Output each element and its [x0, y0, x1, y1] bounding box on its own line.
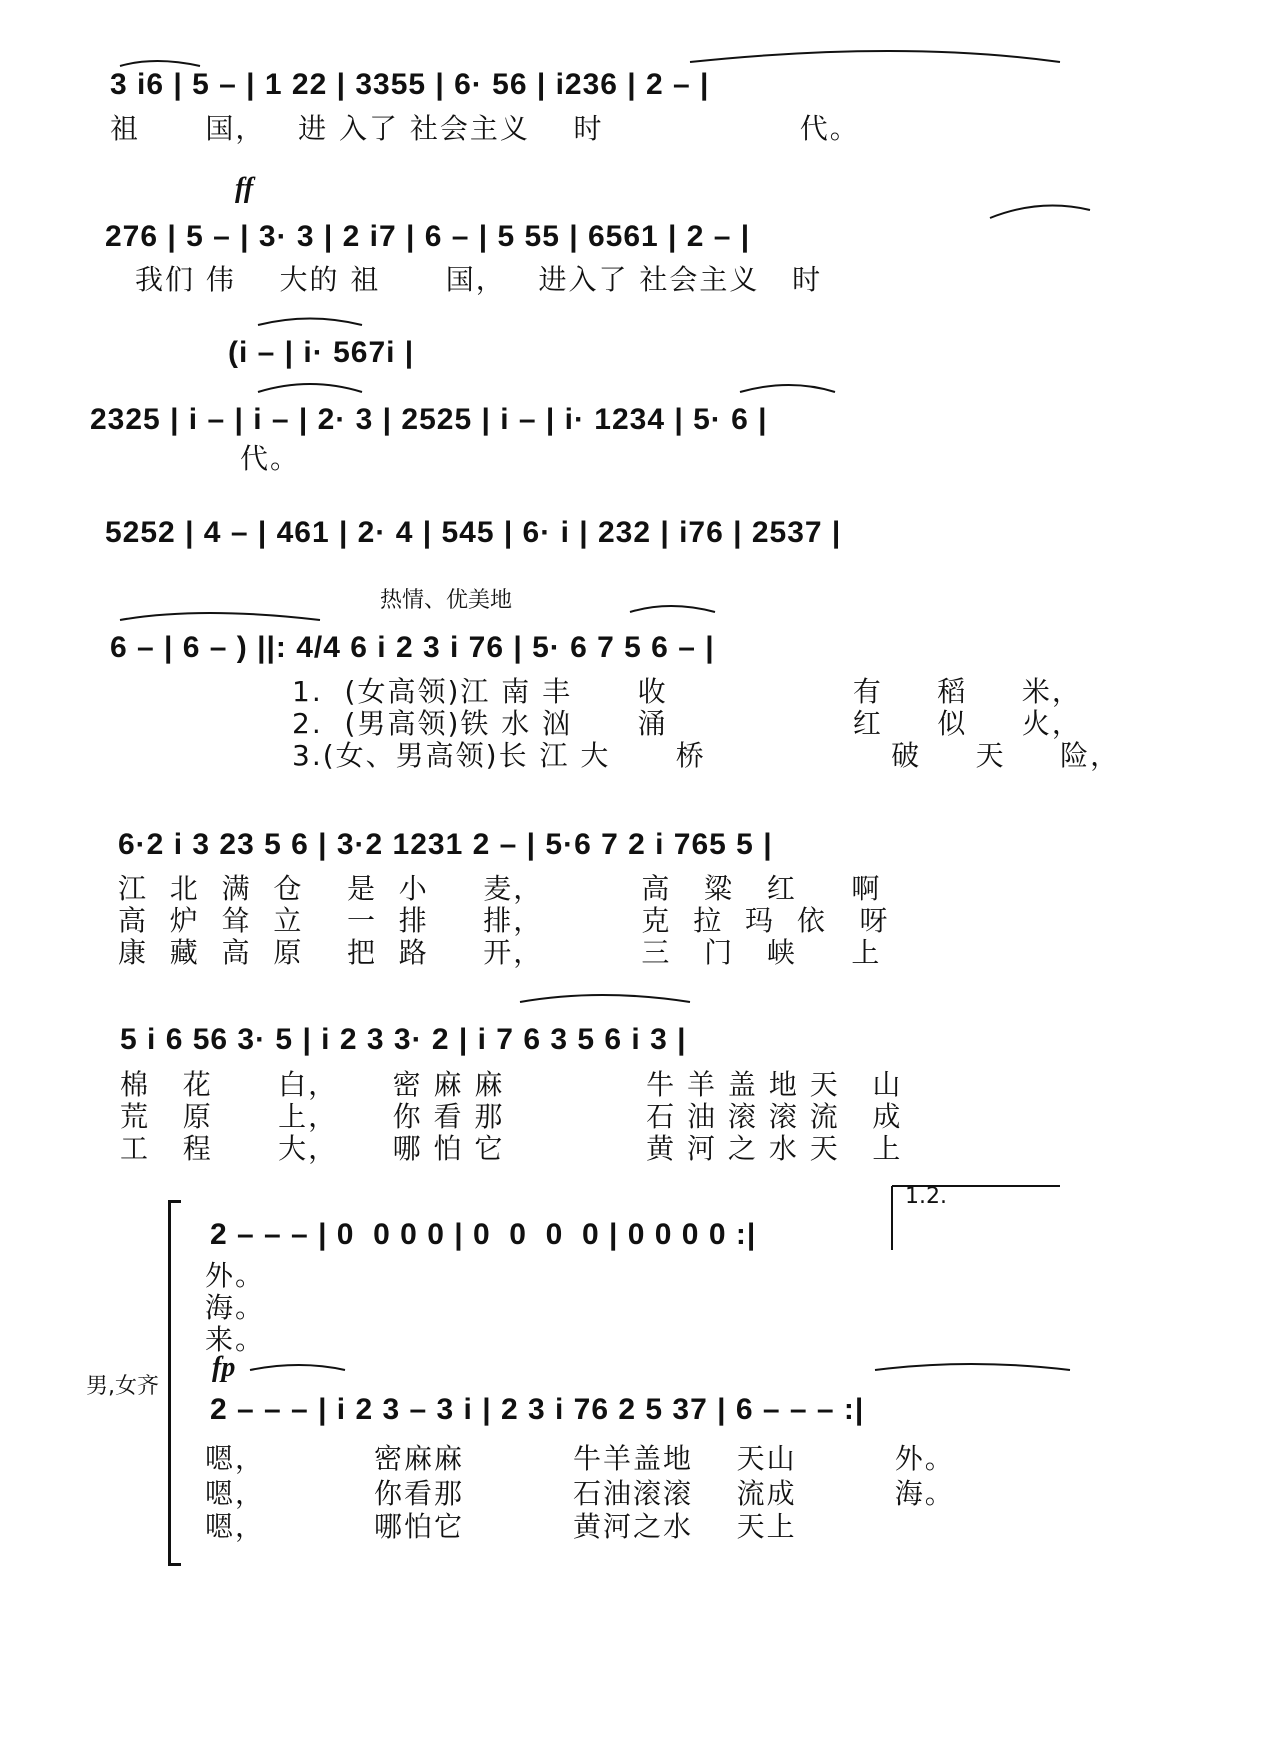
tempo-marking: 热情、优美地 [380, 588, 513, 613]
slur-arc [690, 51, 1060, 62]
verse-2-intro-lyric: 2. (男高领)铁 水 汹 涌 红 似 火， [292, 707, 1082, 740]
slur-arc [120, 613, 320, 620]
score-row-4-lyrics: 代。 [240, 442, 301, 475]
score-row-6-notes: 6 – | 6 – ) ||: 4/4 6 i 2 3 i 76 | 5· 6 7 5 6 – | [110, 631, 715, 664]
final-upper-lyric-1: 外。 [205, 1259, 266, 1292]
final-lower-notes: 2 – – – | i 2 3 – 3 i | 2 3 i 76 2 5 37 | 6 – – – :| [210, 1393, 865, 1426]
score-section-2-notes: 6·2 i 3 23 5 6 | 3·2 1231 2 – | 5·6 7 2 i 765 5 | [118, 828, 773, 861]
slur-arc [258, 319, 362, 326]
verse-3-intro-lyric: 3.(女、男高领)长 江 大 桥 破 天 险， [292, 739, 1121, 772]
system-bracket [168, 1200, 181, 1566]
score-row-1-lyrics: 祖 国， 进 入了 社会主义 时 代。 [110, 112, 860, 145]
dynamic-ff-marking: ff [235, 173, 254, 204]
slur-arc [120, 61, 200, 66]
final-upper-lyric-2: 海。 [205, 1291, 266, 1324]
section-2-lyric-verse-3: 康 藏 高 原 把 路 开， 三 门 峡 上 [118, 936, 882, 969]
score-row-5-notes: 5252 | 4 – | 461 | 2· 4 | 545 | 6· i | 232 | i76 | 2537 | [105, 516, 842, 549]
slur-arc [258, 384, 362, 392]
section-3-lyric-verse-2: 荒 原 上， 你 看 那 石 油 滚 滚 流 成 [120, 1100, 903, 1133]
final-lower-lyric-1: 嗯， 密麻麻 牛羊盖地 天山 外。 [205, 1442, 955, 1475]
slur-arc [630, 606, 715, 612]
volta-ending-label: 1.2. [905, 1184, 947, 1209]
section-2-lyric-verse-2: 高 炉 耸 立 一 排 排， 克 拉 玛 依 呀 [118, 904, 890, 937]
score-row-1-notes: 3 i6 | 5 – | 1 22 | 3355 | 6· 56 | i236 | 2 – | [110, 68, 710, 101]
slur-arc [520, 995, 690, 1002]
final-lower-lyric-2: 嗯， 你看那 石油滚滚 流成 海。 [205, 1477, 955, 1510]
section-3-lyric-verse-3: 工 程 大， 哪 怕 它 黄 河 之 水 天 上 [120, 1132, 903, 1165]
verse-1-intro-lyric: 1. (女高领)江 南 丰 收 有 稻 米， [292, 675, 1082, 708]
score-row-3-notes: (i – | i· 567i | [228, 336, 415, 369]
final-upper-notes: 2 – – – | 0 0 0 0 | 0 0 0 0 | 0 0 0 0 :| [210, 1218, 757, 1251]
final-lower-lyric-3: 嗯， 哪怕它 黄河之水 天上 [205, 1510, 797, 1543]
slur-arc [990, 206, 1090, 219]
dynamic-fp-marking: fp [212, 1352, 236, 1383]
choir-label: 男,女齐 [86, 1374, 159, 1399]
score-section-3-notes: 5 i 6 56 3· 5 | i 2 3 3· 2 | i 7 6 3 5 6 i 3 | [120, 1023, 687, 1056]
score-row-2-lyrics: 我们 伟 大的 祖 国， 进入了 社会主义 时 [135, 263, 823, 296]
section-2-lyric-verse-1: 江 北 满 仓 是 小 麦， 高 粱 红 啊 [118, 872, 882, 905]
score-row-4-notes: 2325 | i – | i – | 2· 3 | 2525 | i – | i· 1234 | 5· 6 | [90, 403, 768, 436]
slur-arc [875, 1364, 1070, 1370]
final-upper-lyric-3: 来。 [205, 1323, 266, 1356]
score-row-2-notes: 276 | 5 – | 3· 3 | 2 i7 | 6 – | 5 55 | 6561 | 2 – | [105, 220, 751, 253]
section-3-lyric-verse-1: 棉 花 白， 密 麻 麻 牛 羊 盖 地 天 山 [120, 1068, 903, 1101]
slur-arc [250, 1365, 345, 1370]
slur-arc [740, 385, 835, 392]
